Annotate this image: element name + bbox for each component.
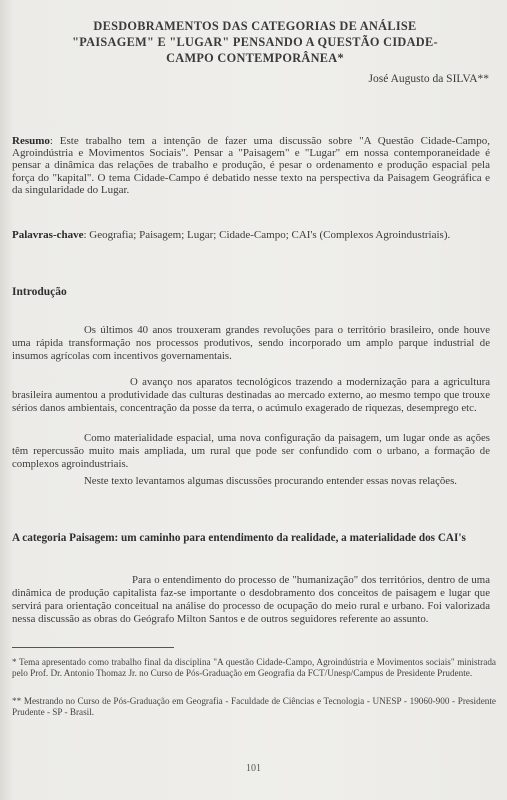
intro-paragraph-2: O avanço nos aparatos tecnológicos trazendo a modernização para a agricultura brasileira aumentou a produtividade das culturas destinadas ao mercado externo, ao mesmo tempo que trouxe sérios danos ambientais, concentração da posse da terra, o acúmulo exagerado de riquezas, desemprego etc. [12, 376, 490, 414]
author-name: José Augusto da SILVA** [368, 73, 489, 85]
section-paragraph-1: Para o entendimento do processo de "humanização" dos territórios, dentro de uma dinâmica de produção capitalista faz-se importante o desdobramento dos conceitos de paisagem e lugar que servirá para orientação conceitual na análise do processo de ocupação do meio rural e urbano. Foi valorizada nessa discussão as obras do Geógrafo Milton Santos e de outros seguidores referente ao assunto. [12, 574, 490, 625]
page-number: 101 [246, 763, 261, 774]
abstract-text: : Este trabalho tem a intenção de fazer uma discussão sobre "A Questão Cidade-Campo, Agroindústria e Movimentos Sociais". Pensar a "Paisagem" e "Lugar" em nossa contemporaneidade é pensar a dinâmica das relações de trabalho e produção, é pesar o ordenamento e produção espacial pela força do "kapital". O tema Cidade-Campo é debatido nesse texto na perspectiva da Paisagem Geográfica e da singularidade do Lugar. [12, 135, 490, 196]
intro-paragraph-4: Neste texto levantamos algumas discussões procurando entender essas novas relações. [84, 475, 457, 487]
abstract-label: Resumo [12, 135, 50, 147]
footnote-1: * Tema apresentado como trabalho final da disciplina "A questão Cidade-Campo, Agroindústria e Movimentos sociais" ministrada pelo Prof. Dr. Antonio Thomaz Jr. no Curso de Pós-Graduação em Geografia da FCT/Unesp/Campus de Presidente Prudente. [12, 657, 496, 678]
footnote-divider [12, 647, 174, 648]
footnote-2: ** Mestrando no Curso de Pós-Graduação em Geografia - Faculdade de Ciências e Tecnologia - UNESP - 19060-900 - Presidente Prudente - SP - Brasil. [12, 696, 496, 717]
intro-heading: Introdução [12, 286, 67, 298]
keywords-label: Palavras-chave [12, 229, 84, 241]
keywords [12, 229, 490, 242]
section-heading: A categoria Paisagem: um caminho para entendimento da realidade, a materialidade dos CAI's [12, 532, 466, 544]
abstract [12, 135, 490, 196]
title-line-1: DESDOBRAMENTOS DAS CATEGORIAS DE ANÁLISE [93, 19, 417, 33]
title-line-2: "PAISAGEM" E "LUGAR" PENSANDO A QUESTÃO CIDADE- [72, 35, 438, 49]
article-title [30, 18, 480, 66]
keywords-text: : Geografia; Paisagem; Lugar; Cidade-Campo; CAI's (Complexos Agroindustriais). [83, 229, 451, 241]
title-line-3: CAMPO CONTEMPORÂNEA* [166, 51, 344, 65]
intro-paragraph-3: Como materialidade espacial, uma nova configuração da paisagem, um lugar onde as ações têm repercussão muito mais ampliada, um rural que pode ser confundido com o urbano, a formação de complexos agroindustriais. [12, 432, 490, 470]
intro-paragraph-1: Os últimos 40 anos trouxeram grandes revoluções para o território brasileiro, onde houve uma rápida transformação nos processos produtivos, sendo incorporado um amplo parque industrial de insumos agrícolas com incentivos governamentais. [12, 324, 490, 362]
